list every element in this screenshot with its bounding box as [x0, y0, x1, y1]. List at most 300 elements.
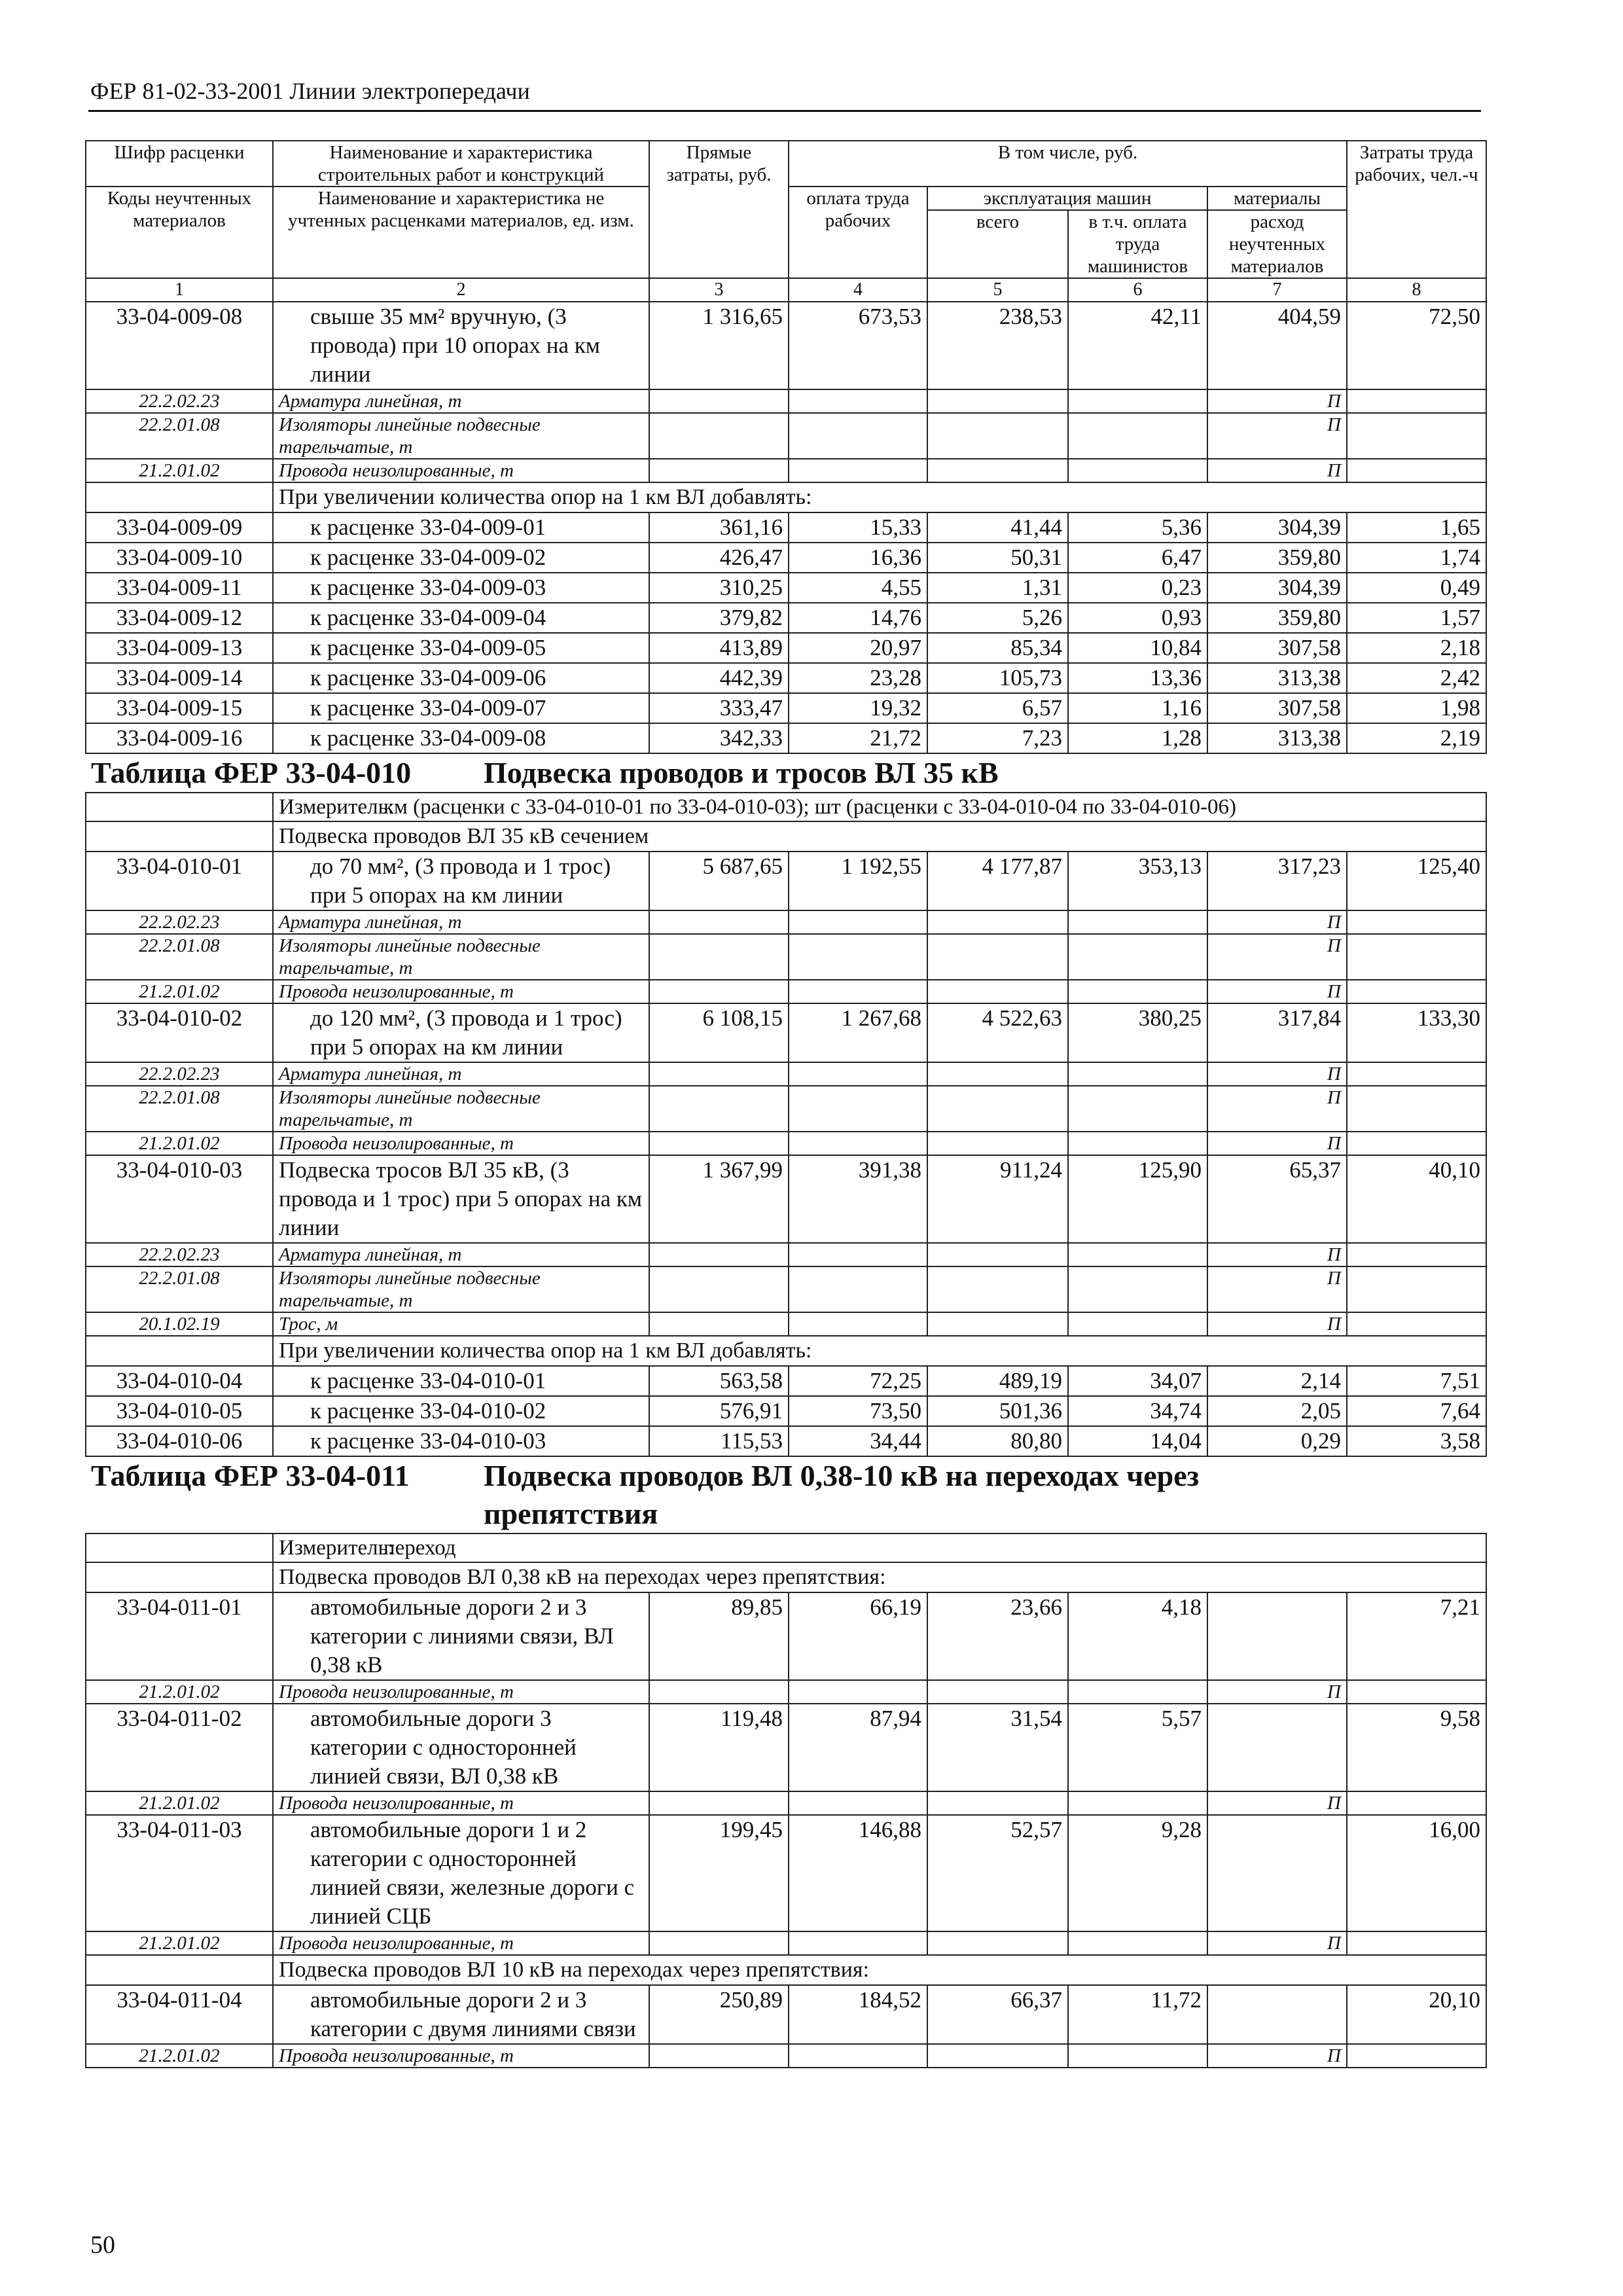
- empty-cell: [1068, 413, 1207, 459]
- rate-description: к расценке 33-04-010-02: [273, 1396, 649, 1426]
- direct-costs: 115,53: [649, 1426, 789, 1456]
- material-row: [86, 459, 1486, 482]
- note-row-text: При увеличении количества опор на 1 км ВЛ добавлять:: [273, 1336, 1486, 1366]
- labor-hours: 1,98: [1347, 693, 1486, 723]
- note-row: [86, 1336, 1486, 1366]
- materials-cost: [1207, 1815, 1347, 1931]
- rate-row: [86, 1366, 1486, 1396]
- empty-cell: [649, 2044, 789, 2068]
- machines-total: 501,36: [927, 1396, 1068, 1426]
- labor-hours: 2,18: [1347, 633, 1486, 663]
- empty-cell: [649, 1132, 789, 1155]
- empty-cell: [1068, 459, 1207, 482]
- material-code: 22.2.02.23: [86, 389, 273, 413]
- material-row: [86, 1243, 1486, 1266]
- empty-cell: [1347, 413, 1486, 459]
- table-number: Таблица ФЕР 33-04-011: [91, 1459, 410, 1492]
- material-row: [86, 1312, 1486, 1336]
- rate-code: 33-04-009-09: [86, 512, 273, 543]
- rate-row: [86, 1985, 1486, 2044]
- direct-costs: 310,25: [649, 573, 789, 603]
- empty-cell: [1347, 1132, 1486, 1155]
- direct-costs: 426,47: [649, 543, 789, 573]
- labor-hours: 2,42: [1347, 663, 1486, 693]
- worker-wages: 72,25: [789, 1366, 927, 1396]
- materials-cost: 0,29: [1207, 1426, 1347, 1456]
- material-marker: П: [1207, 1243, 1347, 1266]
- direct-costs: 333,47: [649, 693, 789, 723]
- materials-cost: 313,38: [1207, 723, 1347, 753]
- empty-cell: [649, 1243, 789, 1266]
- material-marker: П: [1207, 1132, 1347, 1155]
- machines-total: 4 177,87: [927, 852, 1068, 910]
- material-code: 22.2.01.08: [86, 934, 273, 980]
- labor-hours: 7,21: [1347, 1592, 1486, 1680]
- empty-cell: [927, 389, 1068, 413]
- table-title-row: [86, 753, 1486, 793]
- material-name: Арматура линейная, т: [273, 389, 649, 413]
- machines-total: 7,23: [927, 723, 1068, 753]
- empty-cell: [789, 934, 927, 980]
- empty-cell: [927, 459, 1068, 482]
- material-name: Провода неизолированные, т: [273, 2044, 649, 2068]
- rate-code: 33-04-009-16: [86, 723, 273, 753]
- machinist-wages: 42,11: [1068, 302, 1207, 389]
- labor-hours: 20,10: [1347, 1985, 1486, 2044]
- material-row: [86, 1062, 1486, 1086]
- materials-cost: 65,37: [1207, 1155, 1347, 1243]
- running-title: ФЕР 81-02-33-2001 Линии электропередачи: [90, 78, 530, 104]
- empty-cell: [789, 459, 927, 482]
- direct-costs: 342,33: [649, 723, 789, 753]
- labor-hours: 125,40: [1347, 852, 1486, 910]
- machinist-wages: 13,36: [1068, 663, 1207, 693]
- material-code: 22.2.02.23: [86, 910, 273, 934]
- empty-cell: [649, 910, 789, 934]
- subheading-row: [86, 1562, 1486, 1592]
- machinist-wages: 0,23: [1068, 573, 1207, 603]
- empty-cell: [1347, 1680, 1486, 1704]
- machines-total: 66,37: [927, 1985, 1068, 2044]
- material-marker: П: [1207, 1931, 1347, 1955]
- material-marker: П: [1207, 459, 1347, 482]
- materials-cost: [1207, 1985, 1347, 2044]
- empty-cell: [789, 1312, 927, 1336]
- material-name: Провода неизолированные, т: [273, 980, 649, 1003]
- rate-code: 33-04-010-03: [86, 1155, 273, 1243]
- rate-row: [86, 543, 1486, 573]
- labor-hours: 40,10: [1347, 1155, 1486, 1243]
- subheading-row-text: Подвеска проводов ВЛ 0,38 кВ на переходах через препятствия:: [273, 1562, 1486, 1592]
- rate-code: 33-04-009-12: [86, 603, 273, 633]
- empty-cell: [789, 1086, 927, 1132]
- rate-description: к расценке 33-04-010-03: [273, 1426, 649, 1456]
- machines-total: 23,66: [927, 1592, 1068, 1680]
- machinist-wages: 380,25: [1068, 1003, 1207, 1062]
- col-num: 5: [927, 278, 1068, 302]
- rate-code: 33-04-009-10: [86, 543, 273, 573]
- rate-row: [86, 1003, 1486, 1062]
- rate-code: 33-04-011-04: [86, 1985, 273, 2044]
- rate-code: 33-04-009-08: [86, 302, 273, 389]
- subheading-row: [86, 821, 1486, 852]
- rate-row: [86, 663, 1486, 693]
- rate-code: 33-04-009-14: [86, 663, 273, 693]
- rate-description: свыше 35 мм² вручную, (3 провода) при 10 опорах на км линии: [273, 302, 649, 389]
- rate-description: к расценке 33-04-010-01: [273, 1366, 649, 1396]
- machinist-wages: 4,18: [1068, 1592, 1207, 1680]
- page-number: 50: [90, 2231, 115, 2259]
- machines-total: 489,19: [927, 1366, 1068, 1396]
- empty-cell: [1068, 389, 1207, 413]
- machines-total: 238,53: [927, 302, 1068, 389]
- direct-costs: 576,91: [649, 1396, 789, 1426]
- worker-wages: 16,36: [789, 543, 927, 573]
- material-row: [86, 2044, 1486, 2068]
- empty-cell: [1068, 980, 1207, 1003]
- rate-description: к расценке 33-04-009-03: [273, 573, 649, 603]
- machinist-wages: 5,36: [1068, 512, 1207, 543]
- material-row: [86, 934, 1486, 980]
- machines-total: 5,26: [927, 603, 1068, 633]
- material-marker: П: [1207, 1266, 1347, 1312]
- materials-cost: 2,14: [1207, 1366, 1347, 1396]
- rate-row: [86, 693, 1486, 723]
- materials-cost: 317,23: [1207, 852, 1347, 910]
- rate-row: [86, 1592, 1486, 1680]
- worker-wages: 34,44: [789, 1426, 927, 1456]
- material-row: [86, 980, 1486, 1003]
- rate-description: Подвеска тросов ВЛ 35 кВ, (3 провода и 1 трос) при 5 опорах на км линии: [273, 1155, 649, 1243]
- empty-cell: [1068, 1062, 1207, 1086]
- materials-cost: 307,58: [1207, 633, 1347, 663]
- table-name-line: препятствия: [484, 1497, 658, 1530]
- col-incl-header: В том числе, руб.: [789, 141, 1347, 187]
- empty-cell: [927, 1312, 1068, 1336]
- material-row: [86, 389, 1486, 413]
- note-row-text: При увеличении количества опор на 1 км ВЛ добавлять:: [273, 482, 1486, 512]
- material-code: 22.2.01.08: [86, 413, 273, 459]
- worker-wages: 15,33: [789, 512, 927, 543]
- empty-cell: [789, 980, 927, 1003]
- empty-cell: [789, 1931, 927, 1955]
- material-row: [86, 910, 1486, 934]
- rate-code: 33-04-009-15: [86, 693, 273, 723]
- rate-description: автомобильные дороги 3 категории с односторонней линией связи, ВЛ 0,38 кВ: [273, 1704, 649, 1791]
- empty-cell: [86, 1534, 273, 1562]
- material-name: Изоляторы линейные подвесные тарельчатые, т: [273, 1266, 649, 1312]
- rate-row: [86, 302, 1486, 389]
- material-marker: П: [1207, 1312, 1347, 1336]
- col-mat-unaccounted-header: расход неучтенных материалов: [1207, 210, 1347, 278]
- material-code: 21.2.01.02: [86, 2044, 273, 2068]
- worker-wages: 20,97: [789, 633, 927, 663]
- empty-cell: [649, 1312, 789, 1336]
- empty-cell: [1347, 934, 1486, 980]
- empty-cell: [1347, 1243, 1486, 1266]
- empty-cell: [649, 1266, 789, 1312]
- measure-text: [273, 793, 1486, 821]
- empty-cell: [649, 1791, 789, 1815]
- empty-cell: [927, 1062, 1068, 1086]
- rate-description: к расценке 33-04-009-07: [273, 693, 649, 723]
- direct-costs: 379,82: [649, 603, 789, 633]
- material-name: Изоляторы линейные подвесные тарельчатые, т: [273, 934, 649, 980]
- empty-cell: [1347, 1266, 1486, 1312]
- rate-code: 33-04-009-11: [86, 573, 273, 603]
- empty-cell: [1347, 459, 1486, 482]
- empty-cell: [927, 1243, 1068, 1266]
- rate-code: 33-04-010-01: [86, 852, 273, 910]
- subheading-row: [86, 1955, 1486, 1985]
- col-matnames-header: Наименование и характеристика не учтенных расценками материалов, ед. изм.: [273, 187, 649, 278]
- empty-cell: [1347, 1312, 1486, 1336]
- empty-cell: [86, 1336, 273, 1366]
- machinist-wages: 34,07: [1068, 1366, 1207, 1396]
- rate-row: [86, 603, 1486, 633]
- material-row: [86, 1680, 1486, 1704]
- empty-cell: [1068, 1312, 1207, 1336]
- material-name: Изоляторы линейные подвесные тарельчатые, т: [273, 1086, 649, 1132]
- rate-row: [86, 1155, 1486, 1243]
- rate-row: [86, 512, 1486, 543]
- empty-cell: [86, 821, 273, 852]
- materials-cost: 317,84: [1207, 1003, 1347, 1062]
- material-marker: П: [1207, 1086, 1347, 1132]
- empty-cell: [789, 910, 927, 934]
- rate-row: [86, 1426, 1486, 1456]
- labor-hours: 3,58: [1347, 1426, 1486, 1456]
- rate-code: 33-04-010-06: [86, 1426, 273, 1456]
- material-code: 22.2.01.08: [86, 1086, 273, 1132]
- rate-code: 33-04-009-13: [86, 633, 273, 663]
- machines-total: 31,54: [927, 1704, 1068, 1791]
- empty-cell: [927, 1086, 1068, 1132]
- empty-cell: [927, 1680, 1068, 1704]
- empty-cell: [86, 482, 273, 512]
- rate-code: 33-04-010-04: [86, 1366, 273, 1396]
- empty-cell: [649, 459, 789, 482]
- worker-wages: 66,19: [789, 1592, 927, 1680]
- table-name: [484, 1457, 1400, 1533]
- material-row: [86, 1086, 1486, 1132]
- empty-cell: [789, 1062, 927, 1086]
- empty-cell: [1068, 1791, 1207, 1815]
- empty-cell: [1068, 1680, 1207, 1704]
- direct-costs: 199,45: [649, 1815, 789, 1931]
- rate-row: [86, 852, 1486, 910]
- header-rule: [88, 110, 1481, 112]
- col-matcodes-header: Коды неучтенных материалов: [86, 187, 273, 278]
- material-row: [86, 1266, 1486, 1312]
- rate-row: [86, 1815, 1486, 1931]
- labor-hours: 72,50: [1347, 302, 1486, 389]
- measure-row: [86, 793, 1486, 821]
- empty-cell: [86, 793, 273, 821]
- material-name: Арматура линейная, т: [273, 910, 649, 934]
- direct-costs: 1 316,65: [649, 302, 789, 389]
- empty-cell: [649, 389, 789, 413]
- material-name: Трос, м: [273, 1312, 649, 1336]
- materials-cost: 304,39: [1207, 573, 1347, 603]
- measure-label: Измеритель:: [279, 795, 394, 819]
- subheading-row-text: Подвеска проводов ВЛ 10 кВ на переходах через препятствия:: [273, 1955, 1486, 1985]
- labor-hours: 7,51: [1347, 1366, 1486, 1396]
- material-row: [86, 1132, 1486, 1155]
- empty-cell: [649, 1931, 789, 1955]
- empty-cell: [1068, 1132, 1207, 1155]
- labor-hours: 9,58: [1347, 1704, 1486, 1791]
- empty-cell: [649, 1062, 789, 1086]
- material-name: Провода неизолированные, т: [273, 1132, 649, 1155]
- materials-cost: 313,38: [1207, 663, 1347, 693]
- empty-cell: [927, 1931, 1068, 1955]
- material-code: 21.2.01.02: [86, 1791, 273, 1815]
- direct-costs: 563,58: [649, 1366, 789, 1396]
- empty-cell: [1347, 389, 1486, 413]
- material-code: 21.2.01.02: [86, 980, 273, 1003]
- direct-costs: 1 367,99: [649, 1155, 789, 1243]
- worker-wages: 184,52: [789, 1985, 927, 2044]
- measure-text: [273, 1534, 1486, 1562]
- material-code: 20.1.02.19: [86, 1312, 273, 1336]
- material-name: Арматура линейная, т: [273, 1062, 649, 1086]
- rate-row: [86, 1704, 1486, 1791]
- rate-row: [86, 633, 1486, 663]
- labor-hours: 2,19: [1347, 723, 1486, 753]
- machines-total: 1,31: [927, 573, 1068, 603]
- machines-total: 41,44: [927, 512, 1068, 543]
- worker-wages: 4,55: [789, 573, 927, 603]
- labor-hours: 1,57: [1347, 603, 1486, 633]
- materials-cost: 359,80: [1207, 603, 1347, 633]
- empty-cell: [649, 980, 789, 1003]
- table-title: [86, 753, 1486, 793]
- material-marker: П: [1207, 389, 1347, 413]
- rate-description: до 70 мм², (3 провода и 1 трос) при 5 опорах на км линии: [273, 852, 649, 910]
- direct-costs: 89,85: [649, 1592, 789, 1680]
- column-numbers-row: [86, 278, 1486, 302]
- rate-code: 33-04-011-02: [86, 1704, 273, 1791]
- empty-cell: [927, 980, 1068, 1003]
- empty-cell: [649, 413, 789, 459]
- table-name-line: Подвеска проводов и тросов ВЛ 35 кВ: [484, 756, 999, 789]
- col-num: 3: [649, 278, 789, 302]
- worker-wages: 1 267,68: [789, 1003, 927, 1062]
- col-labor-header: Затраты труда рабочих, чел.-ч: [1347, 141, 1486, 278]
- rate-row: [86, 1396, 1486, 1426]
- empty-cell: [789, 1680, 927, 1704]
- machines-total: 80,80: [927, 1426, 1068, 1456]
- machines-total: 4 522,63: [927, 1003, 1068, 1062]
- col-name-header: Наименование и характеристика строительных работ и конструкций: [273, 141, 649, 187]
- table-name-line: Подвеска проводов ВЛ 0,38-10 кВ на переходах через: [484, 1459, 1200, 1492]
- table-number: Таблица ФЕР 33-04-010: [91, 756, 412, 789]
- machinist-wages: 125,90: [1068, 1155, 1207, 1243]
- empty-cell: [789, 389, 927, 413]
- measure-label: Измеритель:: [279, 1536, 394, 1560]
- material-code: 21.2.01.02: [86, 459, 273, 482]
- rate-description: к расценке 33-04-009-01: [273, 512, 649, 543]
- rate-description: к расценке 33-04-009-08: [273, 723, 649, 753]
- col-machines-header: эксплуатация машин: [927, 187, 1207, 210]
- col-mach-wages-header: в т.ч. оплата труда машинистов: [1068, 210, 1207, 278]
- rate-code: 33-04-011-03: [86, 1815, 273, 1931]
- empty-cell: [927, 413, 1068, 459]
- material-name: Провода неизолированные, т: [273, 459, 649, 482]
- rate-code: 33-04-010-02: [86, 1003, 273, 1062]
- material-name: Изоляторы линейные подвесные тарельчатые, т: [273, 413, 649, 459]
- empty-cell: [789, 2044, 927, 2068]
- rate-description: к расценке 33-04-009-05: [273, 633, 649, 663]
- rate-description: автомобильные дороги 2 и 3 категории с двумя линиями связи: [273, 1985, 649, 2044]
- worker-wages: 146,88: [789, 1815, 927, 1931]
- empty-cell: [789, 413, 927, 459]
- machines-total: 50,31: [927, 543, 1068, 573]
- empty-cell: [649, 1680, 789, 1704]
- table-title: [86, 1456, 1486, 1534]
- material-code: 22.2.02.23: [86, 1062, 273, 1086]
- empty-cell: [1347, 1931, 1486, 1955]
- empty-cell: [927, 1791, 1068, 1815]
- material-code: 22.2.01.08: [86, 1266, 273, 1312]
- rate-description: к расценке 33-04-009-02: [273, 543, 649, 573]
- material-row: [86, 1791, 1486, 1815]
- col-code-header: Шифр расценки: [86, 141, 273, 187]
- empty-cell: [1347, 1791, 1486, 1815]
- empty-cell: [1068, 934, 1207, 980]
- empty-cell: [1068, 1086, 1207, 1132]
- materials-cost: 404,59: [1207, 302, 1347, 389]
- col-num: 6: [1068, 278, 1207, 302]
- rates-table: [85, 140, 1487, 2068]
- note-row: [86, 482, 1486, 512]
- labor-hours: 7,64: [1347, 1396, 1486, 1426]
- machinist-wages: 9,28: [1068, 1815, 1207, 1931]
- material-name: Провода неизолированные, т: [273, 1680, 649, 1704]
- machines-total: 911,24: [927, 1155, 1068, 1243]
- machinist-wages: 1,16: [1068, 693, 1207, 723]
- empty-cell: [789, 1266, 927, 1312]
- empty-cell: [1068, 2044, 1207, 2068]
- table-title-row: [86, 1456, 1486, 1534]
- machinist-wages: 34,74: [1068, 1396, 1207, 1426]
- material-name: Провода неизолированные, т: [273, 1931, 649, 1955]
- worker-wages: 19,32: [789, 693, 927, 723]
- labor-hours: 1,74: [1347, 543, 1486, 573]
- machinist-wages: 1,28: [1068, 723, 1207, 753]
- direct-costs: 442,39: [649, 663, 789, 693]
- machinist-wages: 353,13: [1068, 852, 1207, 910]
- materials-cost: 304,39: [1207, 512, 1347, 543]
- material-marker: П: [1207, 413, 1347, 459]
- material-code: 21.2.01.02: [86, 1680, 273, 1704]
- rate-code: 33-04-011-01: [86, 1592, 273, 1680]
- material-name: Арматура линейная, т: [273, 1243, 649, 1266]
- rate-description: автомобильные дороги 1 и 2 категории с односторонней линией связи, железные дороги с линией СЦБ: [273, 1815, 649, 1931]
- empty-cell: [1347, 1062, 1486, 1086]
- col-num: 4: [789, 278, 927, 302]
- rate-description: автомобильные дороги 2 и 3 категории с линиями связи, ВЛ 0,38 кВ: [273, 1592, 649, 1680]
- worker-wages: 73,50: [789, 1396, 927, 1426]
- empty-cell: [927, 934, 1068, 980]
- empty-cell: [649, 1086, 789, 1132]
- worker-wages: 87,94: [789, 1704, 927, 1791]
- col-mach-total-header: всего: [927, 210, 1068, 278]
- material-marker: П: [1207, 934, 1347, 980]
- labor-hours: 133,30: [1347, 1003, 1486, 1062]
- empty-cell: [927, 2044, 1068, 2068]
